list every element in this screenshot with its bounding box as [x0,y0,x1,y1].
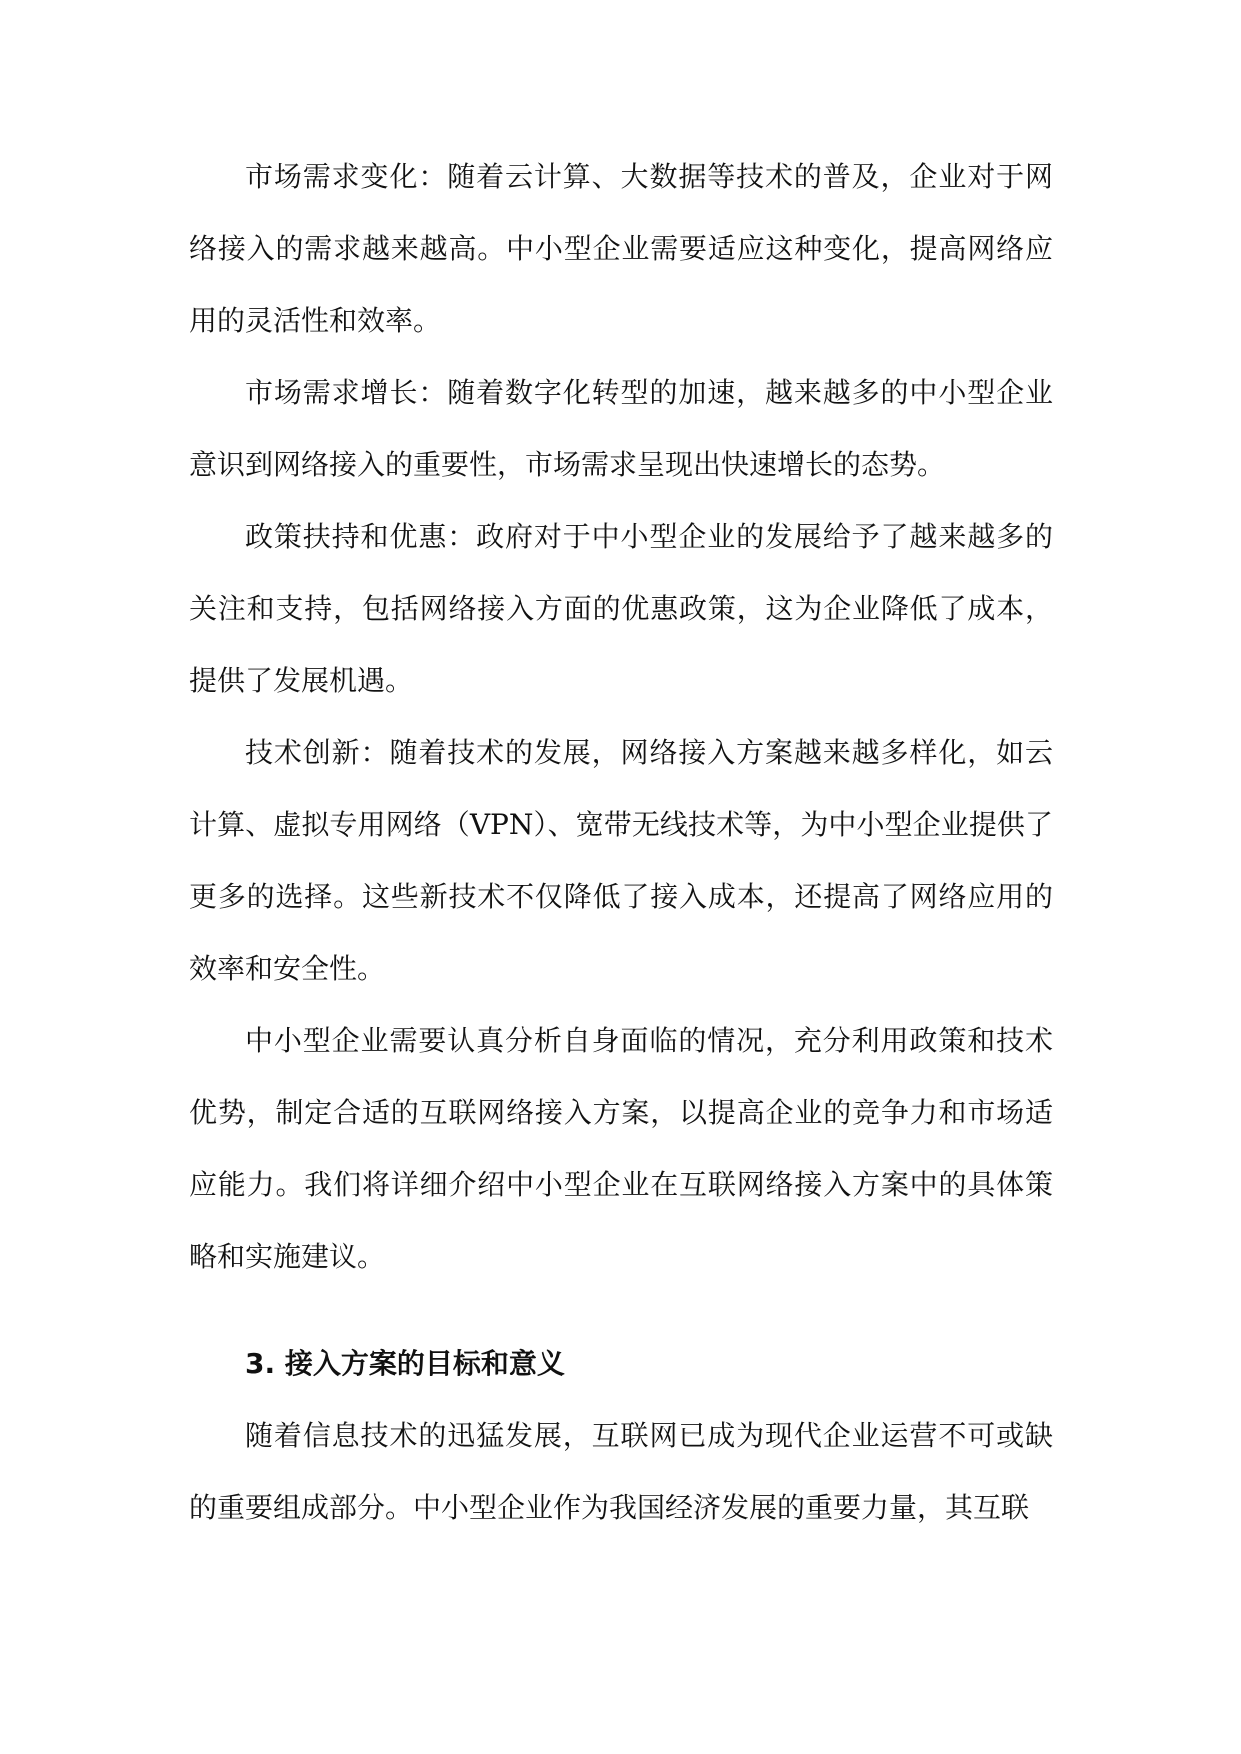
paragraph-market-demand-change: 市场需求变化：随着云计算、大数据等技术的普及，企业对于网络接入的需求越来越高。中小型企业需要适应这种变化，提高网络应用的灵活性和效率。 [189,160,1053,337]
paragraph-section-intro: 随着信息技术的迅猛发展，互联网已成为现代企业运营不可或缺的重要组成部分。中小型企业作为我国经济发展的重要力量，其互联 [189,1419,1053,1524]
section-heading: 3. 接入方案的目标和意义 [245,1347,565,1380]
paragraph-tech-innovation: 技术创新：随着技术的发展，网络接入方案越来越多样化，如云计算、虚拟专用网络（VPN）、宽带无线技术等，为中小型企业提供了更多的选择。这些新技术不仅降低了接入成本，还提高了网络应用的效率和安全性。 [189,736,1053,985]
paragraph-summary: 中小型企业需要认真分析自身面临的情况，充分利用政策和技术优势，制定合适的互联网络接入方案，以提高企业的竞争力和市场适应能力。我们将详细介绍中小型企业在互联网络接入方案中的具体策略和实施建议。 [189,1024,1053,1273]
paragraph-policy-support: 政策扶持和优惠：政府对于中小型企业的发展给予了越来越多的关注和支持，包括网络接入方面的优惠政策，这为企业降低了成本，提供了发展机遇。 [189,520,1053,697]
paragraph-market-demand-growth: 市场需求增长：随着数字化转型的加速，越来越多的中小型企业意识到网络接入的重要性，市场需求呈现出快速增长的态势。 [189,376,1053,481]
document-body [189,141,1053,1544]
